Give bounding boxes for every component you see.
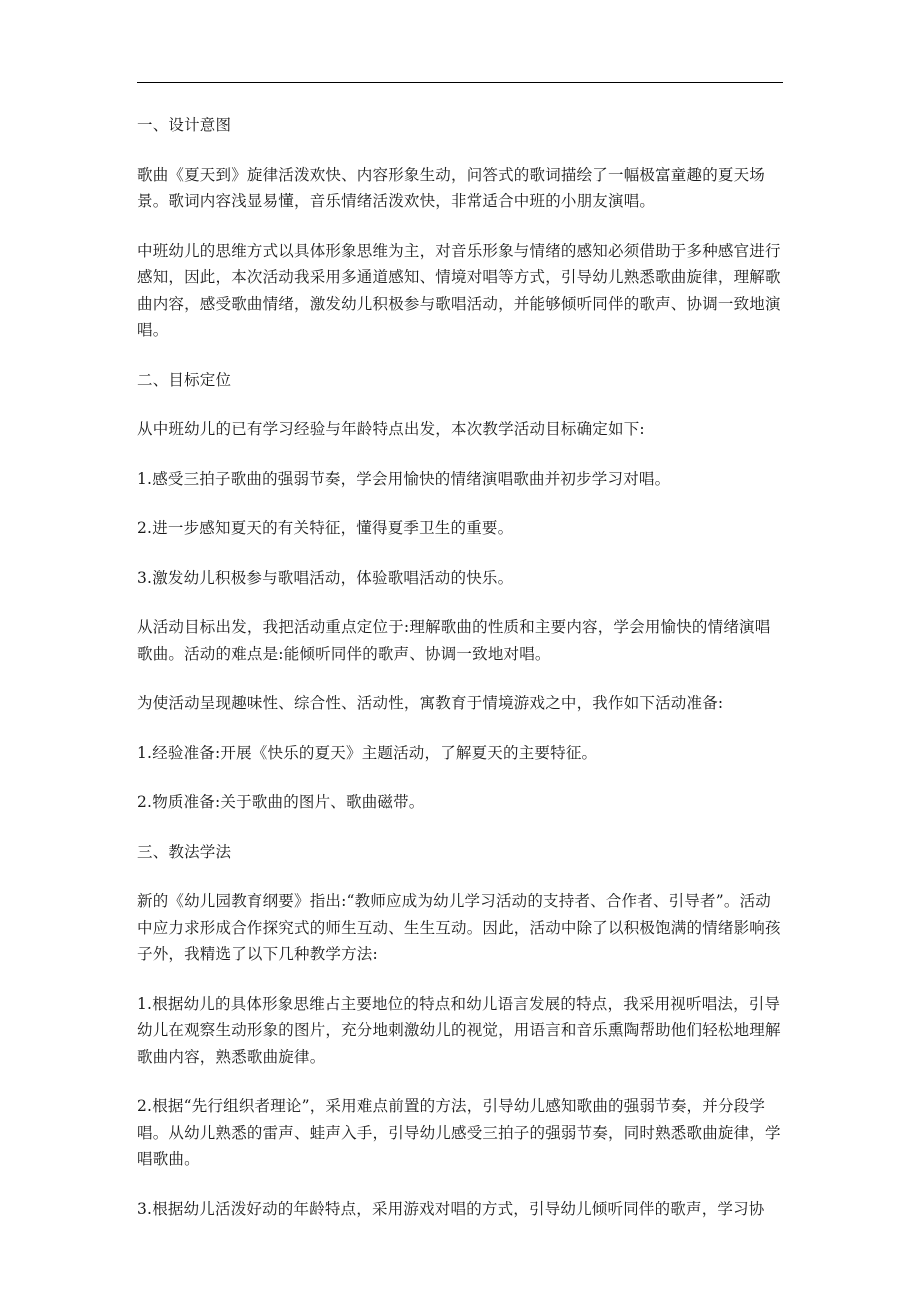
header-rule	[137, 82, 783, 83]
paragraph: 歌曲《夏天到》旋律活泼欢快、内容形象生动，问答式的歌词描绘了一幅极富童趣的夏天场景。歌词内容浅显易懂，音乐情绪活泼欢快，非常适合中班的小朋友演唱。	[137, 165, 766, 210]
paragraph: 为使活动呈现趣味性、综合性、活动性，寓教育于情境游戏之中，我作如下活动准备:	[137, 694, 724, 712]
list-item: 2.根据“先行组织者理论”，采用难点前置的方法，引导幼儿感知歌曲的强弱节奏，并分段学唱。从幼儿熟悉的雷声、蛙声入手，引导幼儿感受三拍子的强弱节奏，同时熟悉歌曲旋律，学唱歌曲。	[137, 1097, 781, 1168]
list-item: 1.经验准备:开展《快乐的夏天》主题活动，了解夏天的主要特征。	[137, 743, 598, 762]
section-heading-design-intent: 一、设计意图	[137, 116, 232, 134]
paragraph: 中班幼儿的思维方式以具体形象思维为主，对音乐形象与情绪的感知必须借助于多种感官进行感知，因此，本次活动我采用多通道感知、情境对唱等方式，引导幼儿熟悉歌曲旋律，理解歌曲内容，感受歌曲情绪，激发幼儿积极参与歌唱活动，并能够倾听同伴的歌声、协调一致地演唱。	[137, 241, 781, 339]
paragraph: 从中班幼儿的已有学习经验与年龄特点出发，本次教学活动目标确定如下:	[137, 420, 645, 438]
list-item: 3.激发幼儿积极参与歌唱活动，体验歌唱活动的快乐。	[137, 568, 514, 587]
section-heading-methods: 三、教法学法	[137, 842, 232, 861]
list-item: 3.根据幼儿活泼好动的年龄特点，采用游戏对唱的方式，引导幼儿倾听同伴的歌声，学习协	[137, 1199, 765, 1218]
list-item: 1.根据幼儿的具体形象思维占主要地位的特点和幼儿语言发展的特点，我采用视听唱法，引导幼儿在观察生动形象的图片，充分地刺激幼儿的视觉，用语言和音乐熏陶帮助他们轻松地理解歌曲内容，熟悉歌曲旋律。	[137, 994, 781, 1066]
list-item: 2.物质准备:关于歌曲的图片、歌曲磁带。	[137, 793, 425, 811]
paragraph: 新的《幼儿园教育纲要》指出:“教师应成为幼儿学习活动的支持者、合作者、引导者”。活动中应力求形成合作探究式的师生互动、生生互动。因此，活动中除了以积极饱满的情绪影响孩子外，我精选了以下几种教学方法:	[137, 892, 781, 963]
list-item: 2.进一步感知夏天的有关特征，懂得夏季卫生的重要。	[137, 519, 514, 537]
paragraph: 从活动目标出发，我把活动重点定位于:理解歌曲的性质和主要内容，学会用愉快的情绪演唱歌曲。活动的难点是:能倾听同伴的歌声、协调一致地对唱。	[137, 618, 771, 663]
list-item: 1.感受三拍子歌曲的强弱节奏，学会用愉快的情绪演唱歌曲并初步学习对唱。	[137, 469, 671, 488]
document-body	[137, 112, 785, 1245]
section-heading-goals: 二、目标定位	[137, 370, 232, 389]
